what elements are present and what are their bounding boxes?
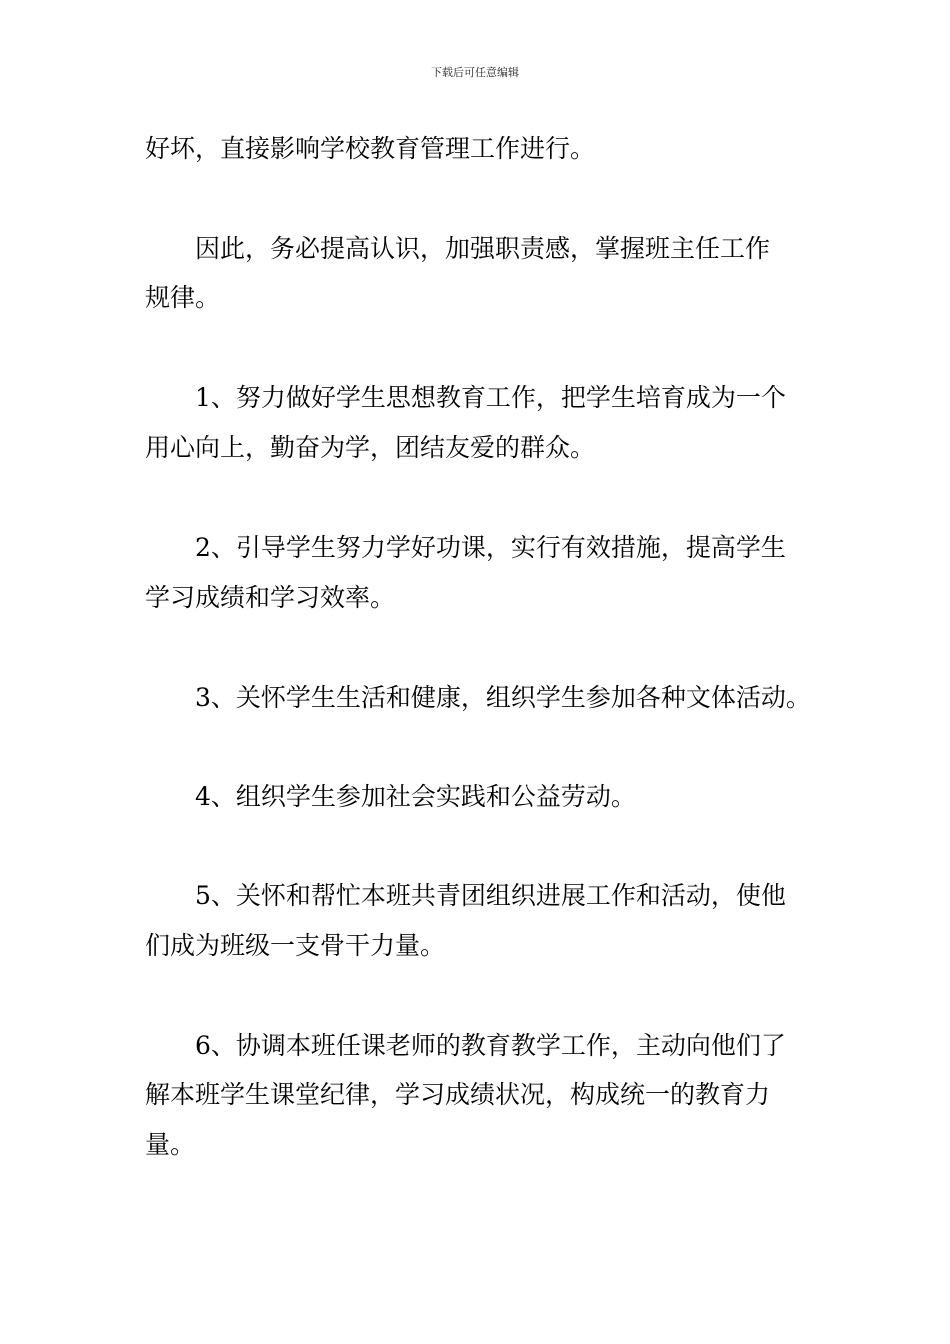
paragraph-line: 2、引导学生努力学好功课，实行有效措施，提高学生 <box>195 533 786 562</box>
paragraph-line: 3、关怀学生生活和健康，组织学生参加各种文体活动。 <box>195 683 811 712</box>
paragraph-line: 6、协调本班任课老师的教育教学工作，主动向他们了 <box>195 1031 786 1060</box>
paragraph-line: 5、关怀和帮忙本班共青团组织进展工作和活动，使他 <box>195 881 786 910</box>
paragraph-line: 1、努力做好学生思想教育工作，把学生培育成为一个 <box>195 383 786 412</box>
paragraph-line: 量。 <box>145 1130 196 1159</box>
paragraph-line: 用心向上，勤奋为学，团结友爱的群众。 <box>145 433 596 462</box>
paragraph-line: 们成为班级一支骨干力量。 <box>145 931 446 960</box>
paragraph-line: 4、组织学生参加社会实践和公益劳动。 <box>195 782 636 811</box>
paragraph-line: 学习成绩和学习效率。 <box>145 583 396 612</box>
paragraph-line: 规律。 <box>145 283 221 312</box>
page-header-note: 下载后可任意编辑 <box>431 66 519 79</box>
paragraph-line: 因此，务必提高认识，加强职责感，掌握班主任工作 <box>195 234 771 263</box>
paragraph-line: 好坏，直接影响学校教育管理工作进行。 <box>145 134 596 163</box>
paragraph-line: 解本班学生课堂纪律，学习成绩状况，构成统一的教育力 <box>145 1080 771 1109</box>
